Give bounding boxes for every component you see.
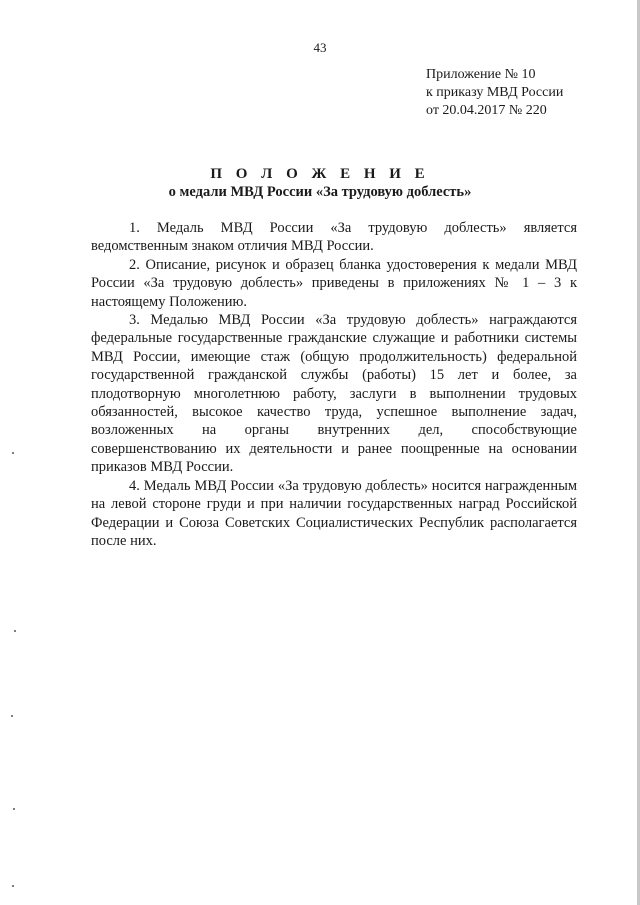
appendix-line-2: к приказу МВД России xyxy=(426,85,564,100)
page-number: 43 xyxy=(313,40,327,55)
paragraph-1: 1. Медаль МВД России «За трудовую доблесть» является ведомственным знаком отличия МВД России. xyxy=(91,220,577,255)
document-subtitle: о медали МВД России «За трудовую доблесть» xyxy=(168,184,472,200)
paragraph-3: 3. Медалью МВД России «За трудовую доблесть» награждаются федеральные государственные гражданские служащие и работники системы МВД России, имеющие стаж (общую продолжительность) федеральной государственной гражданской службы (работы) 15 лет и более, за плодотворную многолетнюю работу, заслуги в выполнении трудовых обязанностей, высокое качество труда, успешное выполнение задач, возложенных на органы внутренних дел, способствующие совершенствованию их деятельности и ранее поощренные на основании приказов МВД России. xyxy=(91,312,577,476)
scan-speck xyxy=(11,715,13,717)
appendix-header xyxy=(426,66,563,120)
scan-speck xyxy=(12,452,14,454)
scan-speck xyxy=(12,885,14,887)
document-title: П О Л О Ж Е Н И Е xyxy=(210,166,430,182)
document-body xyxy=(91,219,577,550)
scan-speck xyxy=(14,630,16,632)
appendix-line-3: от 20.04.2017 № 220 xyxy=(426,103,547,118)
scan-speck xyxy=(13,808,15,810)
appendix-line-1: Приложение № 10 xyxy=(426,67,536,82)
paragraph-2: 2. Описание, рисунок и образец бланка удостоверения к медали МВД России «За трудовую доблесть» приведены в приложениях № 1 – 3 к настоящему Положению. xyxy=(91,256,577,310)
paragraph-4: 4. Медаль МВД России «За трудовую доблесть» носится награжденным на левой стороне груди и при наличии государственных наград Российской Федерации и Союза Советских Социалистических Республик располагается после них. xyxy=(91,477,577,549)
